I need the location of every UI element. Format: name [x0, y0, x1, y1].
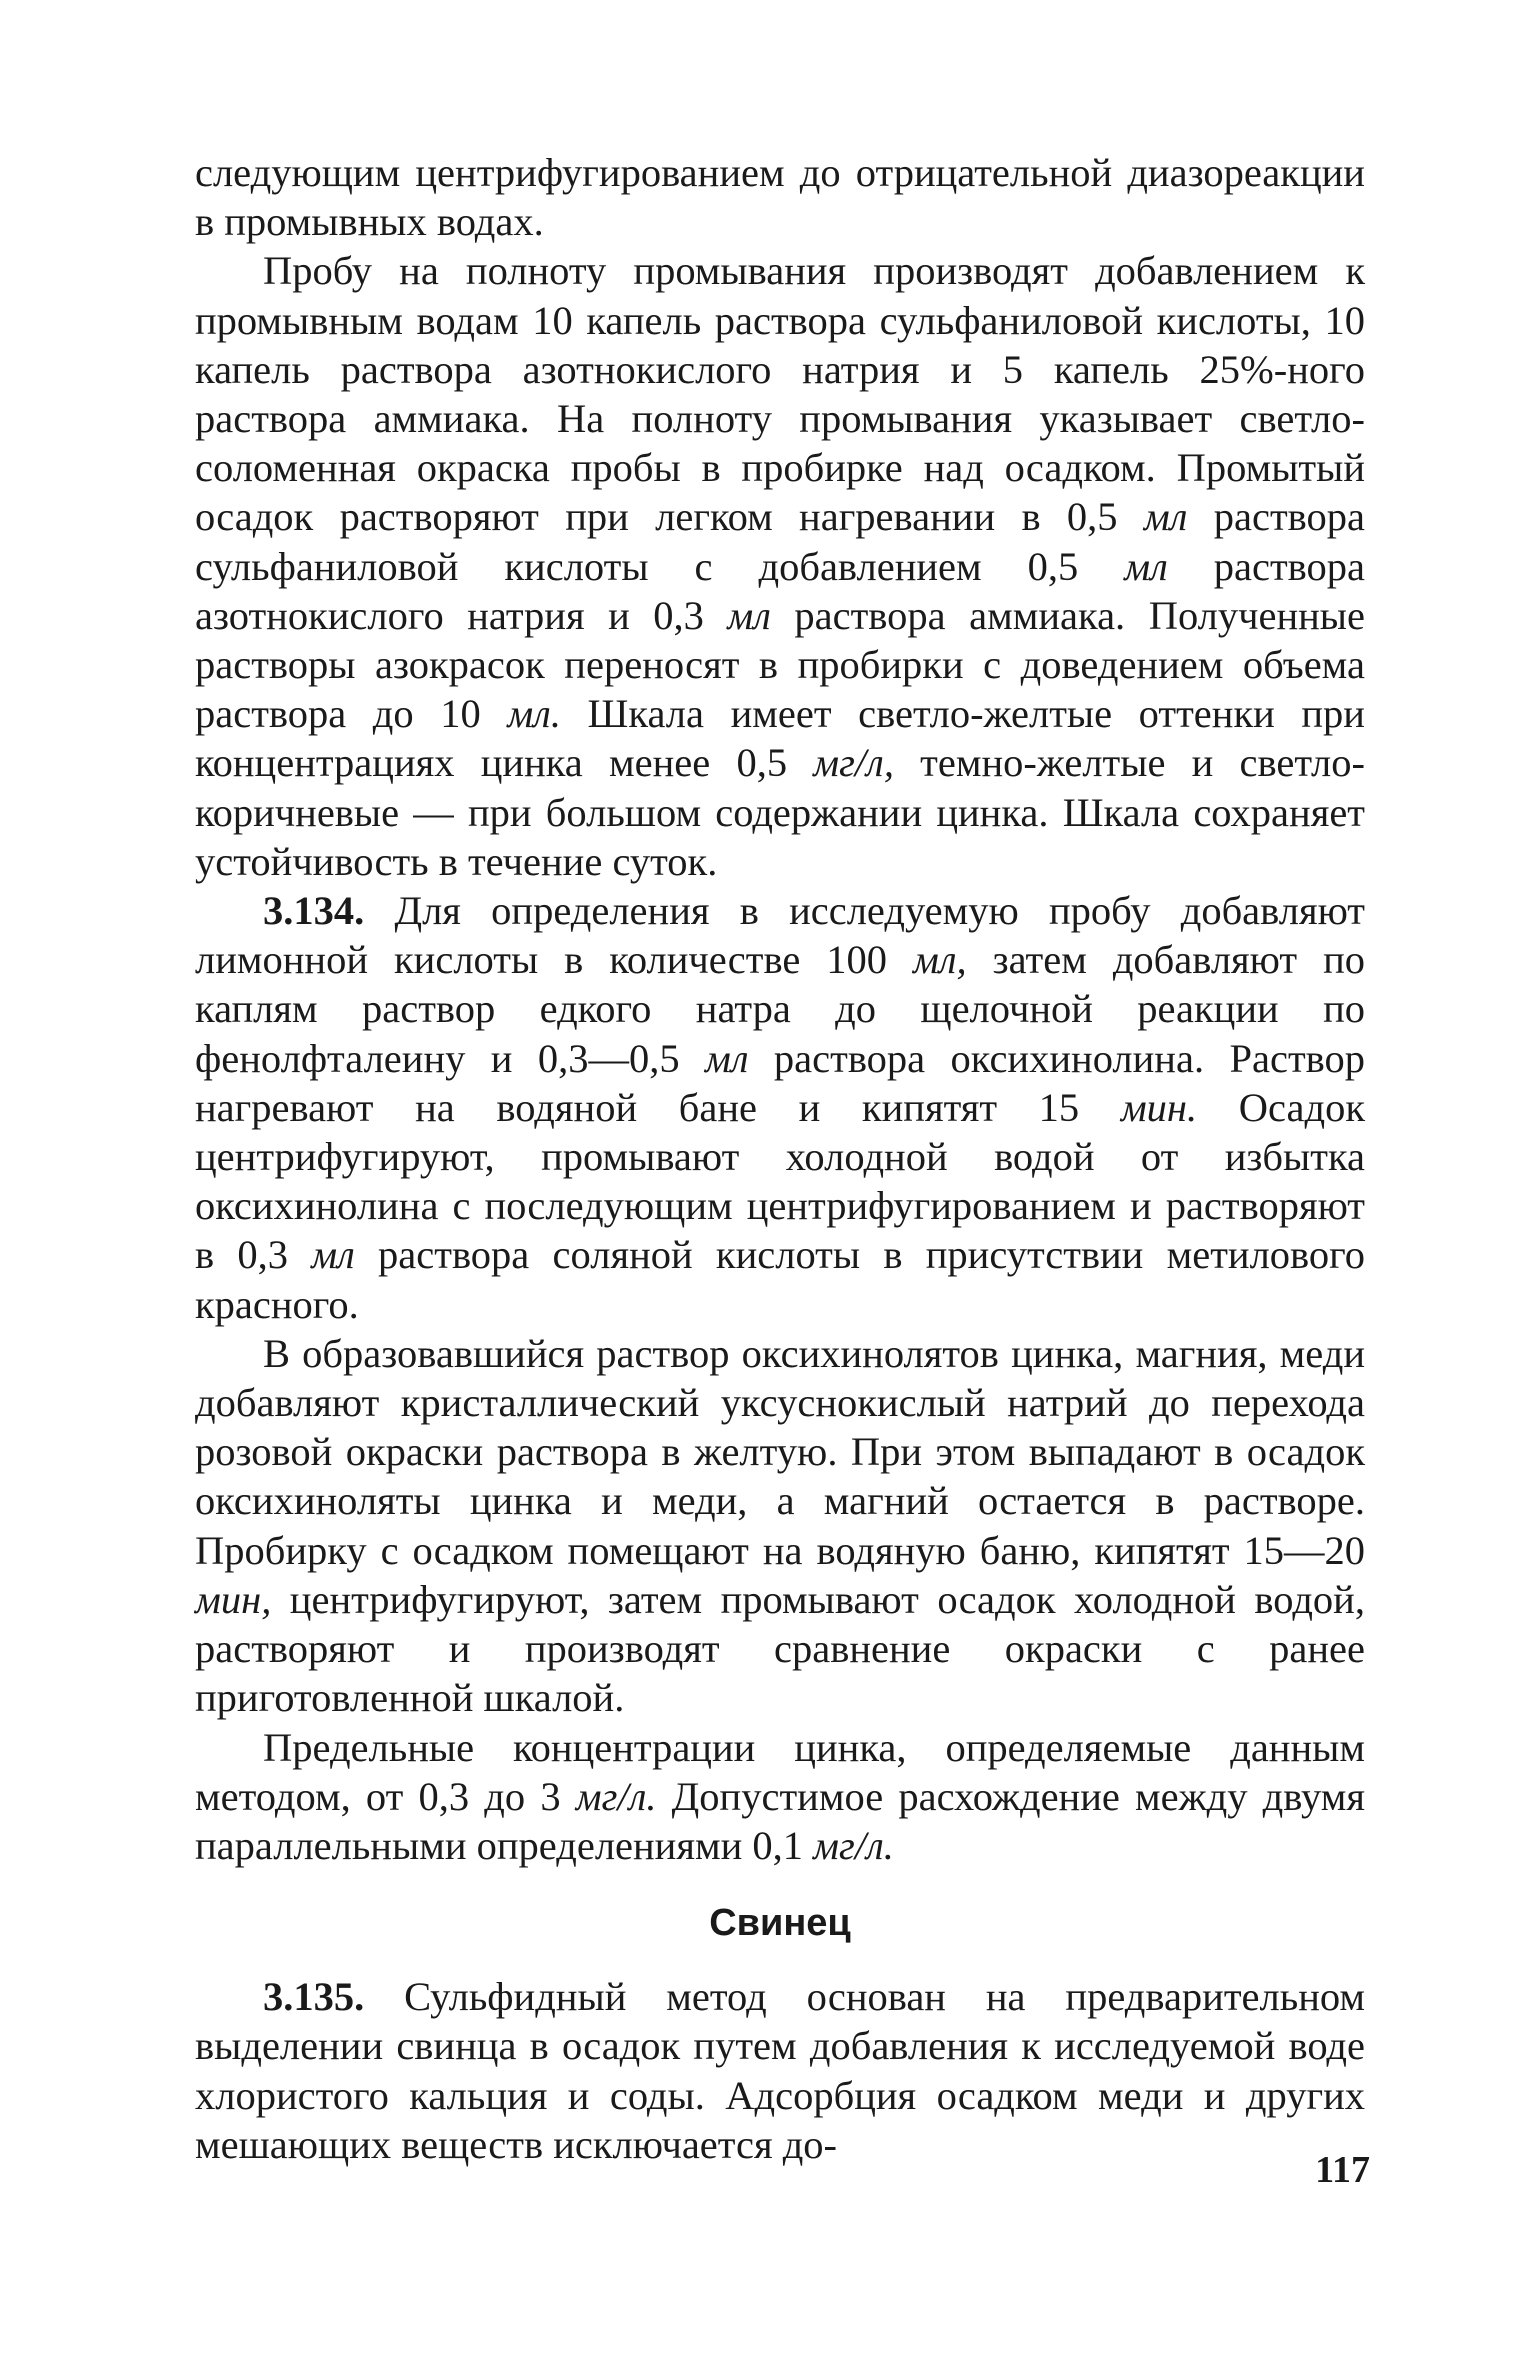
paragraph-3-unit-1: мл, — [913, 937, 967, 983]
paragraph-3-text-5: раствора соляной кислоты в присутствии метилового красного. — [195, 1232, 1366, 1327]
section-number-3-134: 3.134. — [263, 888, 365, 934]
paragraph-2-text-5: Шкала имеет светло-желтые оттенки при концентрациях цинка менее 0,5 — [195, 691, 1365, 786]
section-number-3-135: 3.135. — [263, 1974, 365, 2020]
section-heading: Свинец — [709, 1902, 851, 1945]
paragraph-1-text: следующим центрифугированием до отрицательной диазореакции в промывных водах. — [195, 150, 1365, 245]
page-body — [195, 148, 1365, 2169]
paragraph-5-unit-2: мг/л. — [813, 1822, 894, 1868]
paragraph-6-text-1: Сульфидный метод основан на предварительном выделении свинца в осадок путем добавления к исследуемой воде хлористого кальция и соды. Адсорбция осадком меди и других мешающих веществ исключается до- — [195, 1974, 1365, 2167]
paragraph-3-unit-4: мл — [311, 1232, 355, 1278]
paragraph-2-text-4: раствора аммиака. Полученные растворы азокрасок переносят в пробирки с доведением объема раствора до 10 — [195, 592, 1365, 737]
paragraph-2-text-1: Пробу на полноту промывания производят добавлением к промывным водам 10 капель раствора сульфаниловой кислоты, 10 капель раствора азотнокислого натрия и 5 капель 25%-ного раствора аммиака. На полноту промывания указывает светло-соломенная окраска пробы в пробирке над осадком. Промытый осадок растворяют при легком нагревании в 0,5 — [195, 248, 1365, 540]
paragraph-2 — [195, 246, 1365, 886]
paragraph-2-text-3: раствора азотнокислого натрия и 0,3 — [195, 543, 1365, 638]
paragraph-3-text-4: Осадок центрифугируют, промывают холодной водой от избытка оксихинолина с последующим центрифугированием и растворяют в 0,3 — [195, 1084, 1365, 1278]
paragraph-1 — [195, 148, 1365, 246]
paragraph-3-unit-3: мин. — [1120, 1084, 1198, 1130]
paragraph-4 — [195, 1329, 1365, 1723]
paragraph-3-text-1: Для определения в исследуемую пробу добавляют лимонной кислоты в количестве 100 — [195, 888, 1365, 983]
paragraph-2-unit-4: мл. — [507, 691, 561, 737]
paragraph-4-unit-1: мин, — [195, 1576, 272, 1622]
paragraph-2-unit-5: мг/л, — [813, 740, 894, 786]
paragraph-2-unit-3: мл — [727, 592, 771, 638]
paragraph-3-text-2: затем добавляют по каплям раствор едкого натра до щелочной реакции по фенолфталеину и 0,3—0,5 — [195, 937, 1365, 1081]
paragraph-5-text-1: Предельные концентрации цинка, определяемые данным методом, от 0,3 до 3 — [195, 1724, 1365, 1819]
paragraph-5-text-2: Допустимое расхождение между двумя параллельными определениями 0,1 — [195, 1773, 1366, 1868]
paragraph-4-text-1: В образовавшийся раствор оксихинолятов цинка, магния, меди добавляют кристаллический уксуснокислый натрий до перехода розовой окраски раствора в желтую. При этом выпадают в осадок оксихиноляты цинка и меди, а магний остается в растворе. Пробирку с осадком помещают на водяную баню, кипятят 15—20 — [195, 1330, 1365, 1573]
paragraph-3-unit-2: мл — [705, 1035, 749, 1081]
paragraph-6 — [195, 1972, 1365, 2169]
page-number: 117 — [1315, 2149, 1370, 2191]
paragraph-2-text-6: темно-желтые и светло-коричневые — при большом содержании цинка. Шкала сохраняет устойчивость в течение суток. — [195, 740, 1365, 884]
paragraph-4-text-2: центрифугируют, затем промывают осадок холодной водой, растворяют и производят сравнение окраски с ранее приготовленной шкалой. — [195, 1576, 1365, 1721]
paragraph-3 — [195, 886, 1365, 1329]
paragraph-5-unit-1: мг/л. — [575, 1773, 657, 1819]
paragraph-3-text-3: раствора оксихинолина. Раствор нагревают на водяной бане и кипятят 15 — [195, 1035, 1365, 1130]
paragraph-2-text-2: раствора сульфаниловой кислоты с добавлением 0,5 — [195, 494, 1365, 589]
paragraph-5 — [195, 1723, 1365, 1871]
paragraph-2-unit-1: мл — [1143, 494, 1188, 540]
paragraph-2-unit-2: мл — [1124, 543, 1168, 589]
